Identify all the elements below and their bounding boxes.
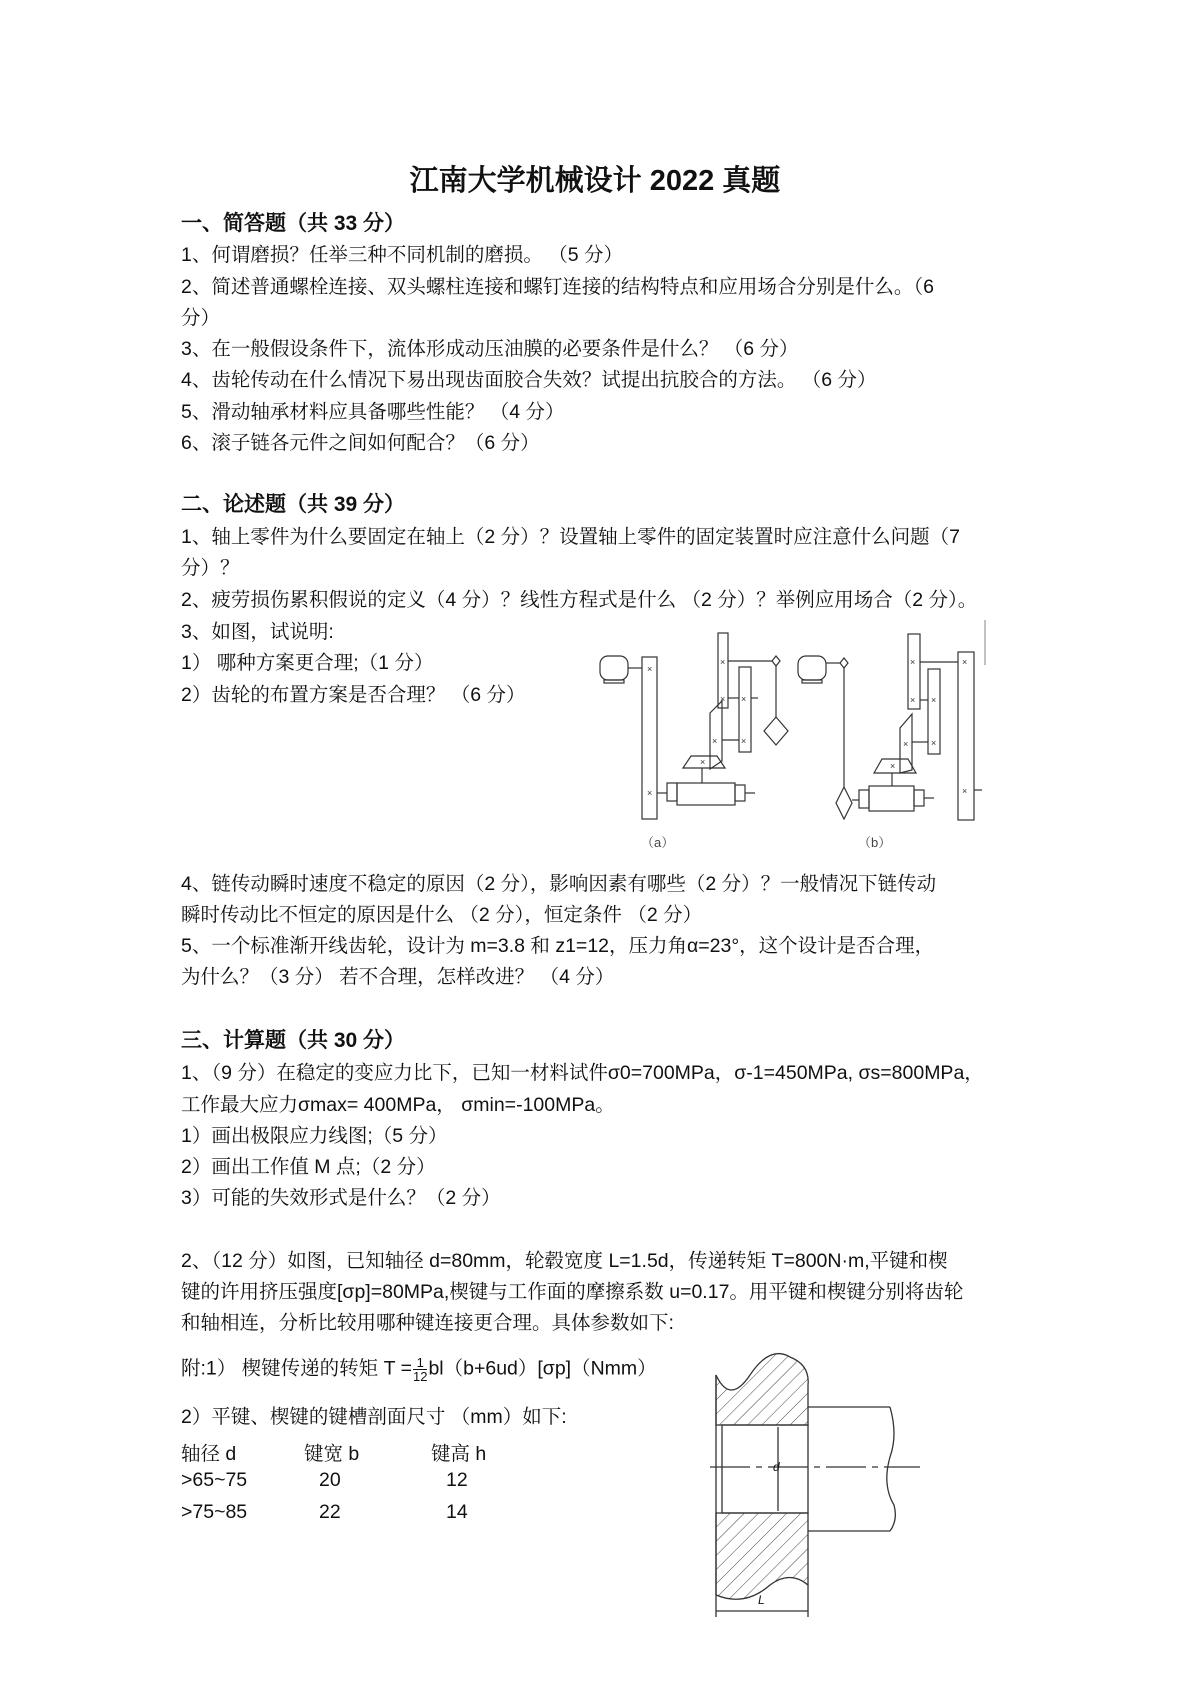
question-line: 6、滚子链各元件之间如何配合？（6 分） — [181, 432, 540, 454]
svg-text:×: × — [712, 736, 718, 746]
table-header: 轴径 d — [181, 1443, 237, 1465]
svg-text:×: × — [890, 761, 896, 771]
question-line: 1）画出极限应力线图;（5 分） — [181, 1125, 448, 1147]
question-line: 2）画出工作值 M 点;（2 分） — [181, 1156, 436, 1178]
table-cell: 20 — [319, 1469, 341, 1491]
svg-text:×: × — [720, 657, 726, 667]
question-line: 1） 哪种方案更合理;（1 分） — [181, 652, 434, 674]
scheme-a-diagram — [600, 633, 788, 819]
svg-text:×: × — [741, 694, 747, 704]
svg-text:×: × — [931, 695, 937, 705]
svg-text:×: × — [741, 736, 747, 746]
table-cell: >65~75 — [181, 1469, 248, 1491]
svg-text:×: × — [647, 788, 653, 798]
svg-text:×: × — [931, 738, 937, 748]
formula-prefix: 附:1） 楔键传递的转矩 T = — [181, 1357, 412, 1380]
question-line: 瞬时传动比不恒定的原因是什么 （2 分），恒定条件 （2 分） — [181, 904, 703, 926]
svg-text:×: × — [910, 657, 916, 667]
question-line: 3、在一般假设条件下，流体形成动压油膜的必要条件是什么？ （6 分） — [181, 338, 799, 360]
svg-text:×: × — [962, 786, 968, 796]
figure-label-b: （b） — [858, 835, 892, 850]
question-line: 3、如图，试说明: — [181, 621, 334, 643]
diameter-label: d — [773, 1460, 780, 1474]
table-header: 键宽 b — [304, 1443, 360, 1465]
svg-text:×: × — [647, 664, 653, 674]
section-heading-calculation: 三、计算题（共 30 分） — [181, 1029, 406, 1052]
table-cell: >75~85 — [181, 1501, 248, 1523]
fraction — [413, 1356, 427, 1383]
question-line: 1、（9 分）在稳定的变应力比下，已知一材料试件σ0=700MPa，σ-1=450MPa, σs=800MPa， — [181, 1062, 984, 1084]
section-heading-essay: 二、论述题（共 39 分） — [181, 493, 406, 516]
gear-layout-diagram — [590, 620, 1010, 860]
table-cell: 22 — [319, 1501, 341, 1523]
question-line: 4、齿轮传动在什么情况下易出现齿面胶合失效？试提出抗胶合的方法。 （6 分） — [181, 369, 877, 391]
length-label: L — [758, 1593, 765, 1607]
question-line: 4、链传动瞬时速度不稳定的原因（2 分），影响因素有哪些（2 分）？一般情况下链传动 — [181, 873, 937, 895]
fraction-numerator: 1 — [413, 1356, 427, 1370]
section-heading-short-answer: 一、简答题（共 33 分） — [181, 212, 406, 235]
question-line: 分） — [181, 307, 221, 329]
figure-label-a: （a） — [641, 835, 675, 850]
question-line: 1、何谓磨损？任举三种不同机制的磨损。 （5 分） — [181, 244, 624, 266]
formula-suffix: bl（b+6ud）[σp]（Nmm） — [428, 1357, 657, 1380]
question-line: 5、滑动轴承材料应具备哪些性能？ （4 分） — [181, 401, 565, 423]
fraction-denominator: 12 — [412, 1369, 428, 1384]
svg-text:×: × — [910, 695, 916, 705]
svg-text:×: × — [903, 739, 909, 749]
question-line: 5、一个标准渐开线齿轮，设计为 m=3.8 和 z1=12，压力角α=23°，这个设计是否合理， — [181, 935, 935, 957]
table-header: 键高 h — [431, 1443, 487, 1465]
scheme-b-diagram — [798, 620, 985, 820]
table-cell: 14 — [446, 1501, 468, 1523]
question-line: 2、简述普通螺栓连接、双头螺柱连接和螺钉连接的结构特点和应用场合分别是什么。（6 — [181, 276, 934, 298]
question-line: 1、轴上零件为什么要固定在轴上（2 分）？设置轴上零件的固定装置时应注意什么问题（7 — [181, 526, 960, 548]
svg-text:×: × — [720, 694, 726, 704]
table-cell: 12 — [446, 1469, 468, 1491]
formula-line — [181, 1356, 657, 1383]
question-line: 2、（12 分）如图，已知轴径 d=80mm，轮毂宽度 L=1.5d，传递转矩 T=800N·m,平键和楔 — [181, 1250, 948, 1272]
question-line: 工作最大应力σmax= 400MPa， σmin=-100MPa。 — [181, 1094, 615, 1116]
question-line: 为什么？（3 分） 若不合理，怎样改进？ （4 分） — [181, 966, 615, 988]
question-line: 3）可能的失效形式是什么？（2 分） — [181, 1187, 501, 1209]
hub-shaft-diagram — [700, 1345, 940, 1625]
page-title: 江南大学机械设计 2022 真题 — [409, 165, 781, 197]
question-line: 分）？ — [181, 557, 240, 579]
question-line: 2）齿轮的布置方案是否合理？ （6 分） — [181, 684, 526, 706]
svg-text:×: × — [700, 757, 706, 767]
question-line: 2）平键、楔键的键槽剖面尺寸 （mm）如下: — [181, 1406, 567, 1428]
question-line: 2、疲劳损伤累积假说的定义（4 分）？线性方程式是什么 （2 分）？举例应用场合（2 分）。 — [181, 589, 978, 611]
svg-text:×: × — [962, 657, 968, 667]
question-line: 键的许用挤压强度[σp]=80MPa,楔键与工作面的摩擦系数 u=0.17。用平键和楔键分别将齿轮 — [181, 1281, 964, 1303]
question-line: 和轴相连，分析比较用哪种键连接更合理。具体参数如下: — [181, 1312, 674, 1334]
